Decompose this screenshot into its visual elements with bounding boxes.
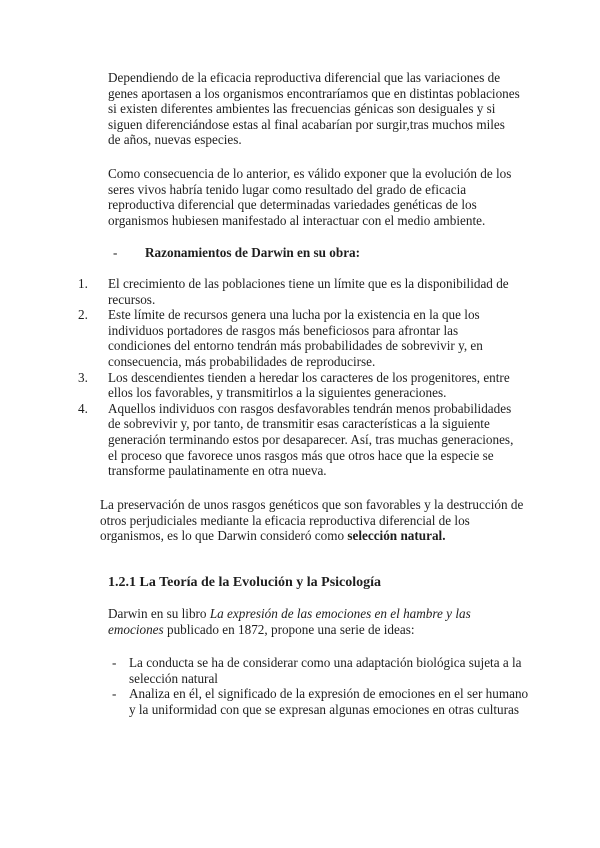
reason-text: Este límite de recursos genera una lucha por la existencia en la que los individuos portadores de rasgos más beneficiosos para afrontar las condiciones del entorno tendrán más probabilidades de sobrevivir y, en consecuencia, más probabilidades de reproducirse. — [108, 307, 483, 369]
reason-item — [78, 401, 520, 479]
natural-selection-text: La preservación de unos rasgos genéticos que son favorables y la destrucción de otros perjudiciales mediante la eficacia reproductiva diferencial de los organismos, es lo que Darwin consideró como — [100, 497, 524, 544]
idea-text: La conducta se ha de considerar como una adaptación biológica sujeta a la selección natural — [129, 655, 522, 686]
darwin-book-title: La expresión de las emociones en el hambre y las emociones — [108, 606, 471, 637]
idea-text: Analiza en él, el significado de la expresión de emociones en el ser humano y la uniformidad con que se expresan algunas emociones en otras culturas — [129, 686, 529, 717]
reason-number: 1. — [78, 276, 88, 291]
idea-bullet: - — [112, 686, 117, 702]
reason-text: Aquellos individuos con rasgos desfavorables tendrán menos probabilidades de sobrevivir y, por tanto, de transmitir esas características a la siguiente generación terminando estos por desaparecer. Así, tras muchas generaciones, el proceso que favorece unos rasgos más que otros hace que la especie se transforme paulatinamente en otra nueva. — [108, 400, 514, 479]
idea-item — [112, 686, 530, 717]
ideas-list — [112, 655, 530, 717]
natural-selection-emphasis: selección natural — [347, 528, 443, 544]
darwin-book-before: Darwin en su libro — [108, 606, 210, 621]
reason-number: 4. — [78, 400, 88, 416]
reasons-heading-text: Razonamientos de Darwin en su obra: — [145, 245, 361, 260]
reason-text: Los descendientes tienden a heredar los caracteres de los progenitores, entre ellos los favorables, y transmitirlos a la siguientes generaciones. — [108, 369, 510, 401]
idea-item — [112, 655, 530, 686]
reason-number: 2. — [78, 307, 88, 323]
reason-item — [78, 307, 520, 369]
reason-text: El crecimiento de las poblaciones tiene un límite que es la disponibilidad de recursos. — [108, 276, 509, 307]
reason-item — [78, 276, 520, 307]
paragraph-evolution-consequence: Como consecuencia de lo anterior, es válido exponer que la evolución de los seres vivos habría tenido lugar como resultado del grado de eficacia reproductiva diferencial que determinadas variedades genéticas de los organismos hubiesen manifestado al interactuar con el medio ambiente. — [108, 166, 512, 228]
reason-item — [78, 370, 520, 401]
section-heading: 1.2.1 La Teoría de la Evolución y la Psicología — [108, 575, 382, 590]
natural-selection-period: . — [442, 528, 446, 544]
reason-number: 3. — [78, 369, 88, 385]
paragraph-darwin-book — [108, 606, 524, 637]
idea-bullet: - — [112, 655, 117, 670]
reasons-list — [78, 276, 520, 479]
paragraph-natural-selection — [100, 497, 525, 544]
paragraph-genetic-variation: Dependiendo de la eficacia reproductiva diferencial que las variaciones de genes aportasen a los organismos encontraríamos que en distintas poblaciones si existen diferentes ambientes las frecuencias génicas son desiguales y si siguen diferenciándose estas al final acabarían por surgir,tras muchos miles de años, nuevas especies. — [108, 70, 520, 148]
reasons-heading-dash: - — [113, 245, 118, 260]
darwin-book-after: publicado en 1872, propone una serie de ideas: — [163, 621, 415, 637]
